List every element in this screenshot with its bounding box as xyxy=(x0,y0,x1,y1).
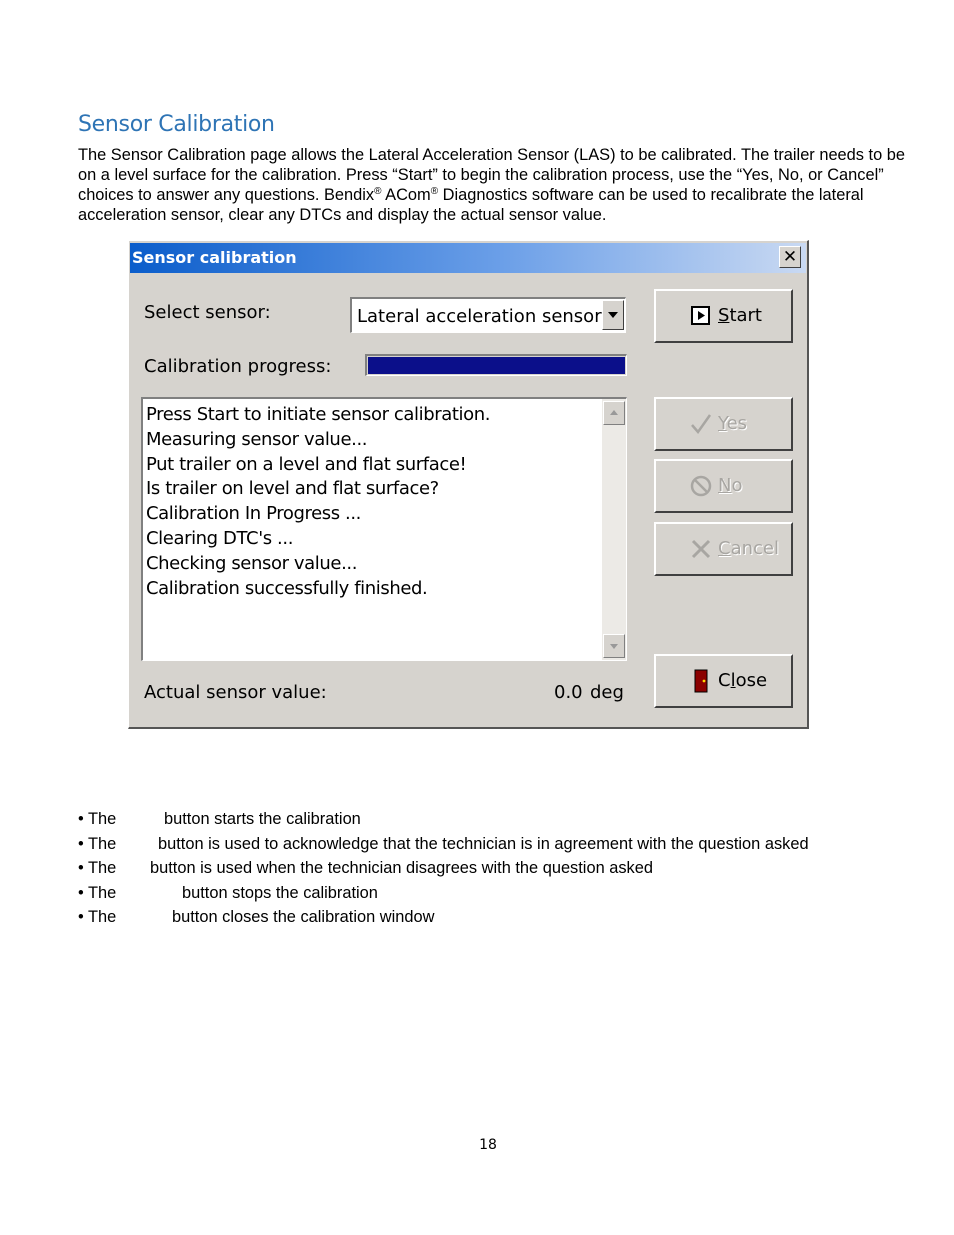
registered-mark: ® xyxy=(430,186,439,197)
calibration-log xyxy=(141,397,627,661)
page-number: 18 xyxy=(479,1137,497,1153)
close-label-start: C xyxy=(718,670,731,691)
section-heading: Sensor Calibration xyxy=(78,112,275,137)
window-close-button[interactable]: ✕ xyxy=(779,246,801,268)
sensor-select[interactable] xyxy=(350,297,626,333)
bullet-text: button is used to acknowledge that the technician is in agreement with the question asked xyxy=(158,834,809,853)
sensor-select-value: Lateral acceleration sensor xyxy=(357,306,602,327)
intro-paragraph xyxy=(78,145,908,225)
scroll-up-icon[interactable] xyxy=(603,401,625,425)
bullet-text: button stops the calibration xyxy=(182,883,378,902)
start-icon xyxy=(690,304,712,328)
select-sensor-label: Select sensor: xyxy=(144,302,271,323)
log-line: Measuring sensor value... xyxy=(146,428,368,450)
log-line: Put trailer on a level and flat surface! xyxy=(146,453,467,475)
bullet-prefix: • The xyxy=(78,859,117,877)
yes-accel: Y xyxy=(718,413,727,434)
bullet-prefix: • The xyxy=(78,883,117,902)
log-line: Calibration successfully finished. xyxy=(146,577,428,599)
bullet-text: button closes the calibration window xyxy=(172,908,435,926)
no-button-label: o xyxy=(731,475,743,496)
scroll-down-icon[interactable] xyxy=(603,634,625,658)
log-line: Is trailer on level and flat surface? xyxy=(146,478,439,500)
log-line: Press Start to initiate sensor calibration. xyxy=(146,404,491,425)
cancel-accel: C xyxy=(718,538,731,559)
sensor-calibration-dialog xyxy=(128,240,809,729)
door-icon xyxy=(690,669,712,693)
bullet-prefix: • The xyxy=(78,834,117,853)
registered-mark: ® xyxy=(374,186,382,197)
dialog-title: Sensor calibration xyxy=(132,248,297,267)
calibration-progress-label: Calibration progress: xyxy=(144,356,332,377)
log-line: Clearing DTC's ... xyxy=(146,527,294,549)
bullet-text: button starts the calibration xyxy=(164,810,361,828)
start-button[interactable] xyxy=(654,289,793,343)
close-label-end: ose xyxy=(735,670,768,691)
intro-text-1: The Sensor Calibration page allows the Lateral Acceleration Sensor (LAS) to be calibrated. The trailer needs to be on a level surface for the calibration. Press “Start” to begin the calibration process, use the “Yes, No, or Cancel” choices to answer any questions. Bendix xyxy=(78,146,905,204)
progress-fill xyxy=(368,357,625,374)
no-button[interactable] xyxy=(654,459,793,513)
cancel-button[interactable] xyxy=(654,522,793,576)
check-icon xyxy=(690,412,712,436)
dialog-titlebar xyxy=(130,243,806,273)
intro-text-2: ACom xyxy=(381,186,431,204)
log-line: Calibration In Progress ... xyxy=(146,503,361,525)
log-lines xyxy=(146,403,490,601)
log-line: Checking sensor value... xyxy=(146,552,358,574)
yes-button[interactable] xyxy=(654,397,793,451)
yes-button-label: es xyxy=(726,413,748,434)
no-accel: N xyxy=(718,475,732,496)
chevron-down-icon[interactable] xyxy=(602,300,624,330)
bullet-text: button is used when the technician disagrees with the question asked xyxy=(150,859,653,877)
intro-text-3: Diagnostics software can be used to recalibrate the lateral acceleration sensor, clear any DTCs and display the actual sensor value. xyxy=(78,186,864,224)
actual-sensor-unit: deg xyxy=(590,682,624,703)
cancel-button-label: ancel xyxy=(730,538,779,559)
actual-sensor-value: 0.0 xyxy=(554,682,583,703)
log-scrollbar[interactable] xyxy=(602,399,626,660)
bullet-prefix: • The xyxy=(78,810,117,828)
bullet-prefix: • The xyxy=(78,908,117,926)
start-button-label: tart xyxy=(729,305,762,326)
close-button[interactable] xyxy=(654,654,793,708)
start-accel: S xyxy=(718,305,730,326)
no-icon xyxy=(690,474,712,498)
cancel-icon xyxy=(690,537,712,561)
calibration-progress-bar xyxy=(365,354,627,376)
close-accel: l xyxy=(730,670,736,691)
actual-sensor-value-label: Actual sensor value: xyxy=(144,682,327,703)
